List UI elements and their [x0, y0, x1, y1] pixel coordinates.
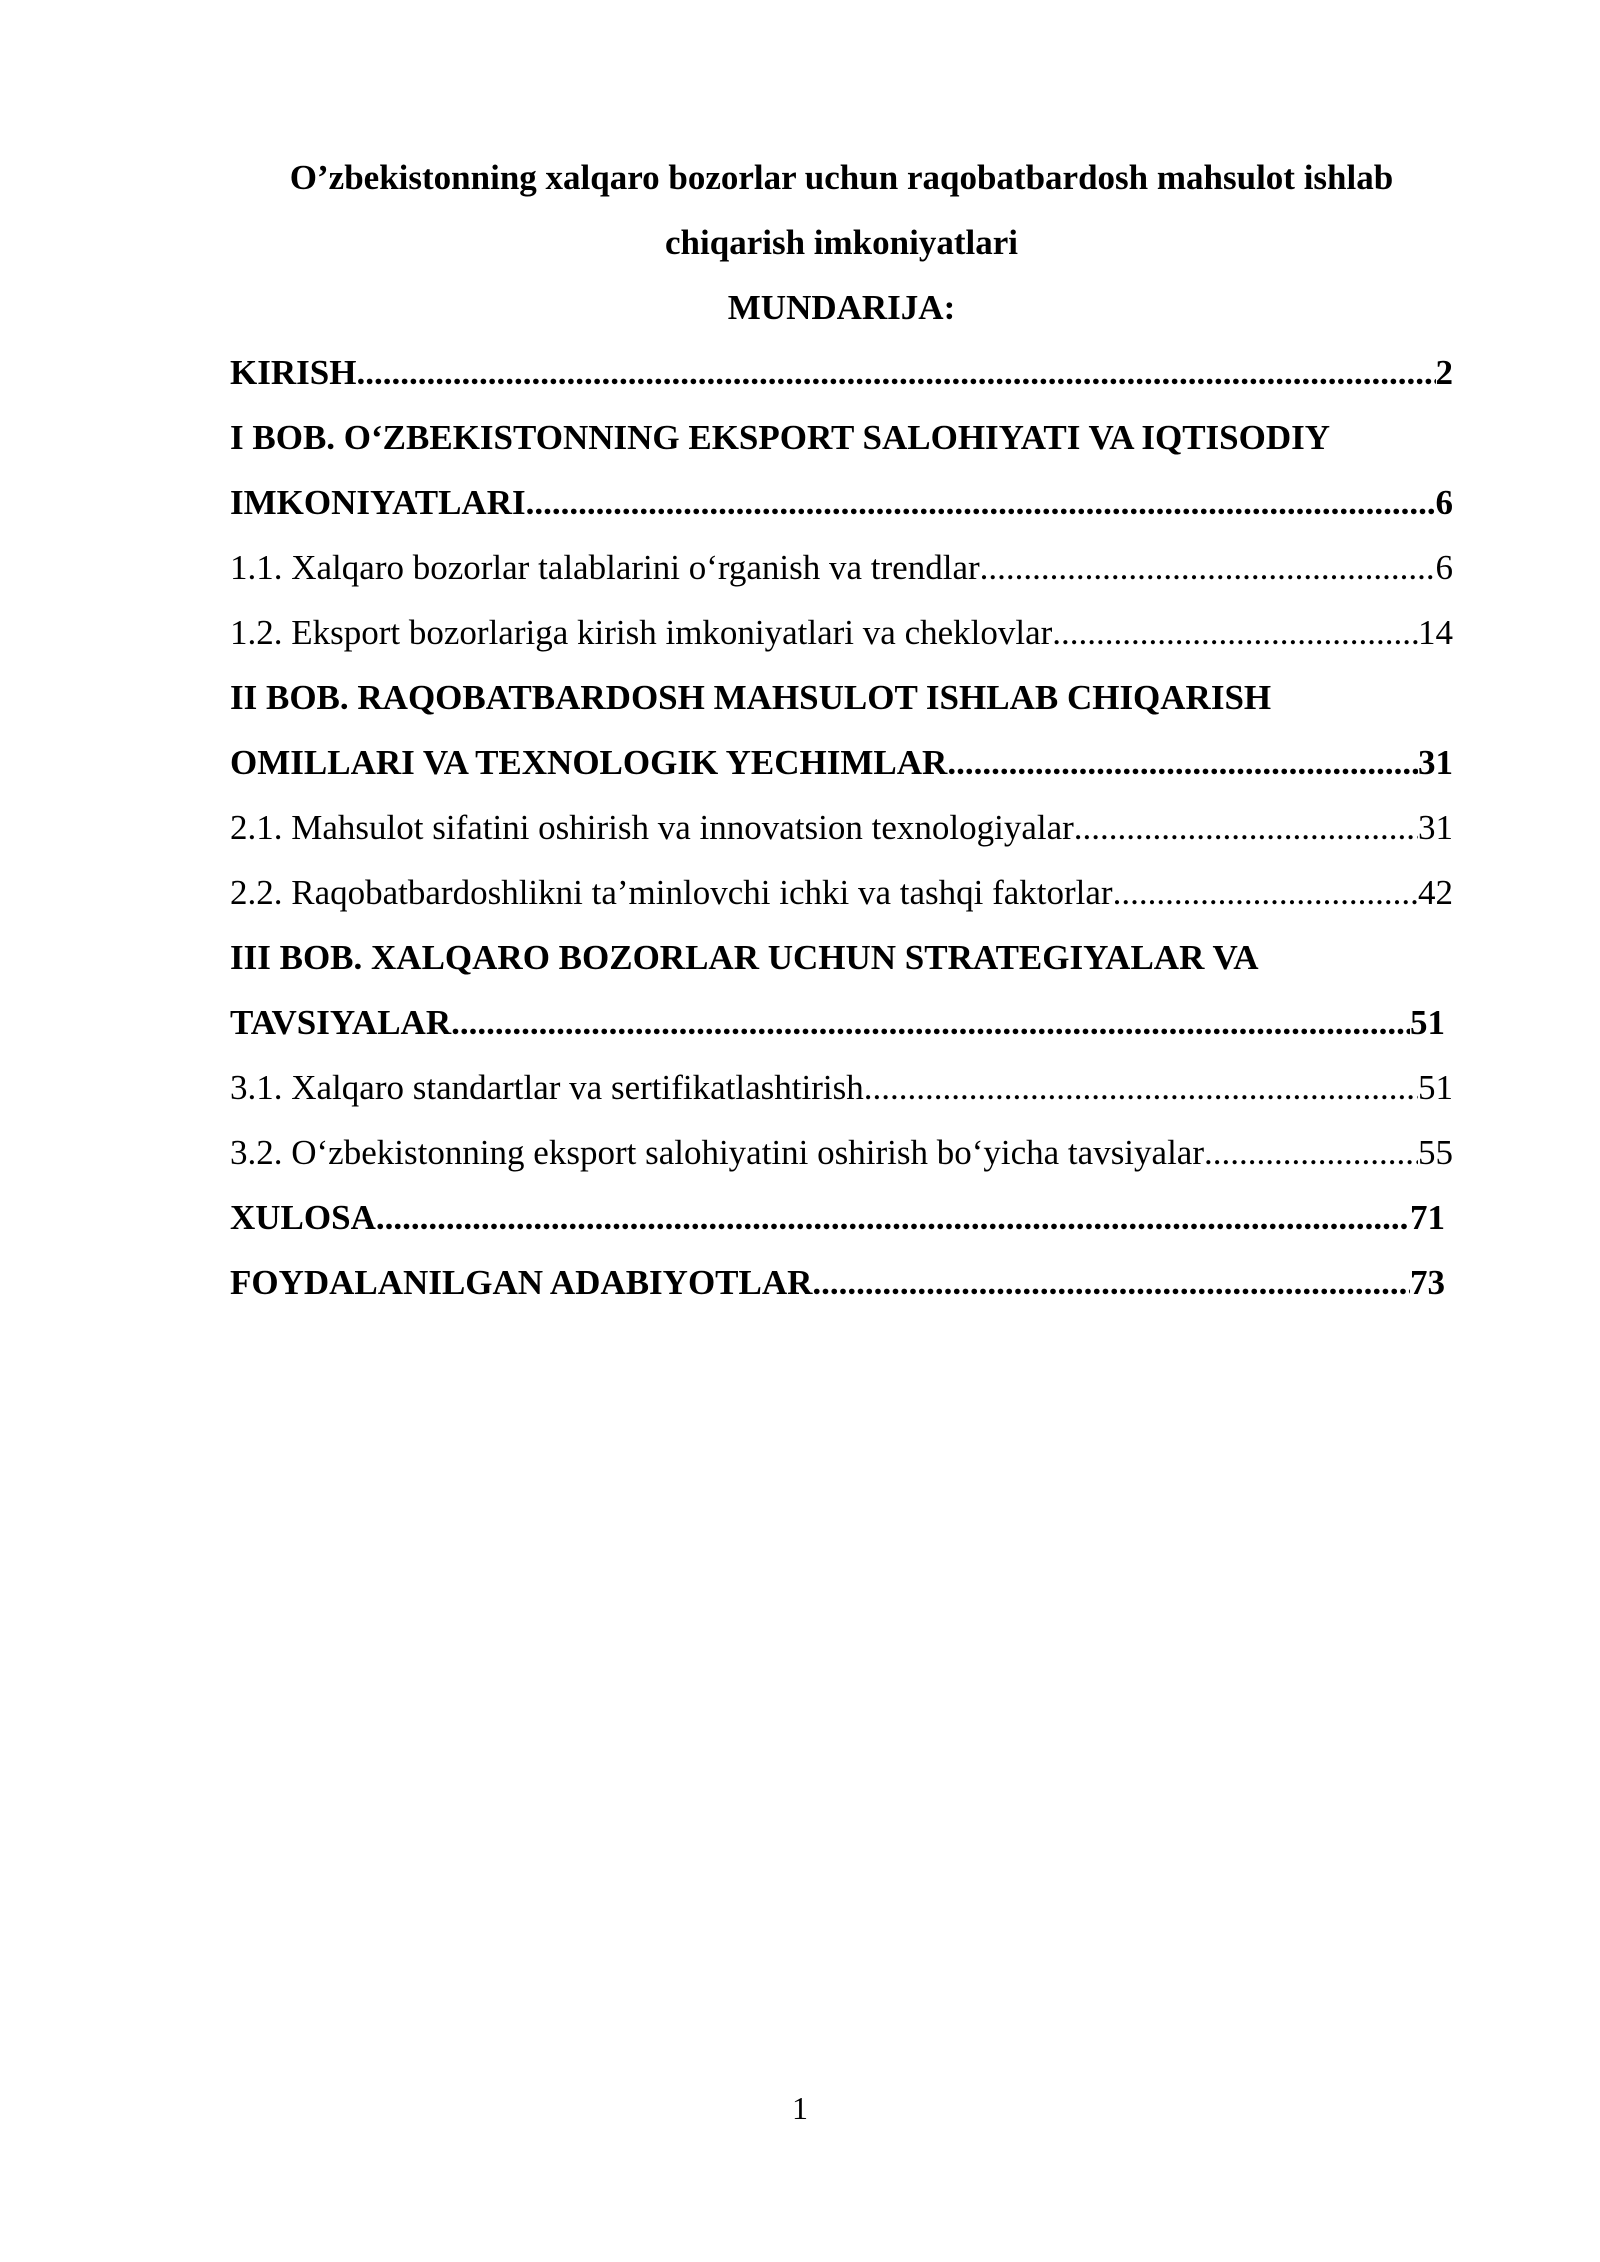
toc-page-number: 6	[1435, 483, 1453, 522]
toc-entry-chapter-2[interactable]	[230, 730, 1453, 795]
toc-leader-dots	[864, 1055, 1418, 1120]
toc-label: 3.1. Xalqaro standartlar va sertifikatlashtirish	[230, 1068, 864, 1107]
toc-label: 3.2. O‘zbekistonning eksport salohiyatini oshirish bo‘yicha tavsiyalar	[230, 1133, 1204, 1172]
toc-entry-kirish[interactable]	[230, 340, 1453, 405]
toc-leader-dots	[376, 1185, 1410, 1250]
toc-page-number: 51	[1418, 1068, 1453, 1107]
toc-entry-3-1[interactable]	[230, 1055, 1453, 1120]
toc-leader-dots	[1052, 600, 1418, 665]
toc-entry-3-2[interactable]	[230, 1120, 1453, 1185]
toc-entry-2-1[interactable]	[230, 795, 1453, 860]
toc-page-number: 14	[1418, 613, 1453, 652]
toc-label: FOYDALANILGAN ADABIYOTLAR	[230, 1263, 813, 1302]
toc-leader-dots	[1113, 860, 1418, 925]
toc-entry-2-2[interactable]	[230, 860, 1453, 925]
toc-leader-dots	[812, 1250, 1410, 1315]
toc-label: XULOSA	[230, 1198, 376, 1237]
toc-chapter-2-title[interactable]: II BOB. RAQOBATBARDOSH MAHSULOT ISHLAB CHIQARISH	[230, 678, 1272, 717]
toc-page-number: 31	[1418, 743, 1453, 782]
page-content	[230, 145, 1453, 1315]
toc-entry-chapter-3[interactable]	[230, 990, 1445, 1055]
title-line-2: chiqarish imkoniyatlari	[665, 223, 1018, 262]
page-number: 1	[792, 2090, 808, 2126]
toc-leader-dots	[356, 340, 1435, 405]
toc-page-number: 42	[1418, 873, 1453, 912]
toc-label: KIRISH	[230, 353, 357, 392]
toc-page-number: 55	[1418, 1133, 1453, 1172]
toc-label: 2.2. Raqobatbardoshlikni ta’minlovchi ichki va tashqi faktorlar	[230, 873, 1113, 912]
toc-leader-dots	[526, 470, 1436, 535]
title-line-1: O’zbekistonning xalqaro bozorlar uchun raqobatbardosh mahsulot ishlab	[289, 158, 1394, 197]
toc-label: OMILLARI VA TEXNOLOGIK YECHIMLAR	[230, 743, 948, 782]
table-of-contents	[230, 340, 1453, 1315]
toc-entry-xulosa[interactable]	[230, 1185, 1445, 1250]
toc-page-number: 31	[1418, 808, 1453, 847]
toc-page-number: 73	[1410, 1263, 1445, 1302]
toc-chapter-3-title[interactable]: III BOB. XALQARO BOZORLAR UCHUN STRATEGIYALAR VA	[230, 938, 1259, 977]
toc-leader-dots	[451, 990, 1410, 1055]
toc-entry-1-2[interactable]	[230, 600, 1453, 665]
toc-page-number: 51	[1410, 1003, 1445, 1042]
toc-entry-1-1[interactable]	[230, 535, 1453, 600]
toc-leader-dots	[947, 730, 1418, 795]
toc-label: 1.2. Eksport bozorlariga kirish imkoniyatlari va cheklovlar	[230, 613, 1053, 652]
toc-leader-dots	[1074, 795, 1418, 860]
contents-heading: MUNDARIJA:	[727, 288, 956, 327]
toc-leader-dots	[980, 535, 1436, 600]
toc-page-number: 2	[1435, 353, 1453, 392]
toc-label: IMKONIYATLARI	[230, 483, 526, 522]
toc-page-number: 6	[1435, 548, 1453, 587]
toc-entry-adabiyotlar[interactable]	[230, 1250, 1445, 1315]
toc-page-number: 71	[1410, 1198, 1445, 1237]
toc-label: TAVSIYALAR	[230, 1003, 452, 1042]
toc-entry-chapter-1[interactable]	[230, 470, 1453, 535]
toc-label: 2.1. Mahsulot sifatini oshirish va innovatsion texnologiyalar	[230, 808, 1074, 847]
document-title	[230, 145, 1453, 275]
toc-label: 1.1. Xalqaro bozorlar talablarini o‘rganish va trendlar	[230, 548, 980, 587]
toc-chapter-1-title[interactable]: I BOB. O‘ZBEKISTONNING EKSPORT SALOHIYATI VA IQTISODIY	[230, 418, 1331, 457]
toc-leader-dots	[1204, 1120, 1418, 1185]
